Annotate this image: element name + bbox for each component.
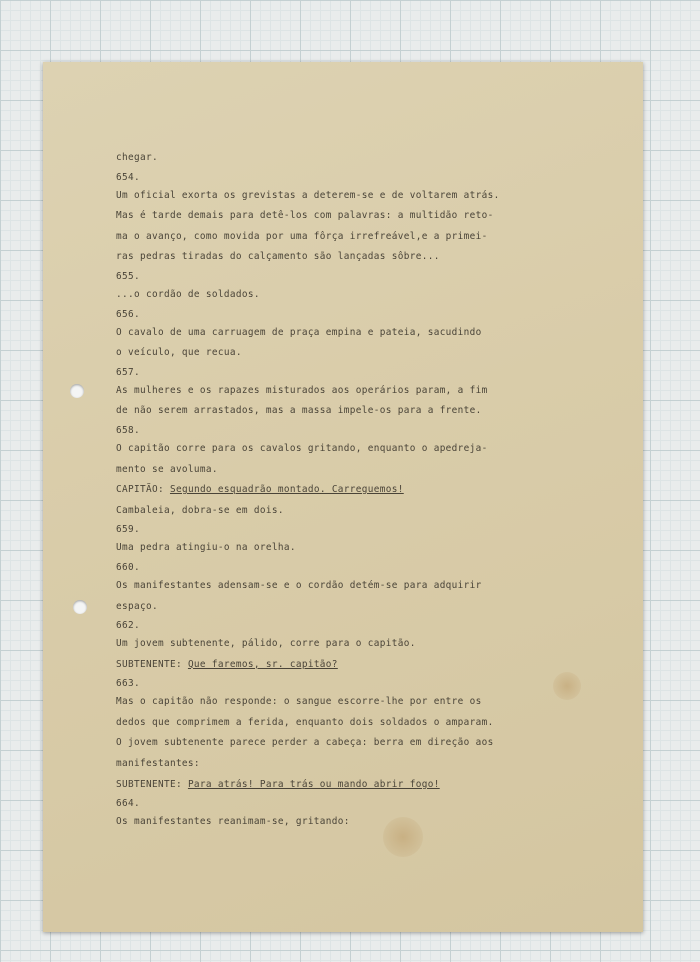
text-line: O cavalo de uma carruagem de praça empina e pateia, sacudindo	[116, 326, 482, 338]
dialogue-line	[116, 775, 536, 796]
text-line: Os manifestantes reanimam-se, gritando:	[116, 816, 350, 828]
text-line: Um jovem subtenente, pálido, corre para o capitão.	[116, 638, 416, 650]
text-line: ma o avanço, como movida por uma fôrça irrefreável,e a primei-	[116, 230, 488, 242]
text-line: espaço.	[116, 600, 158, 612]
text-line: dedos que comprimem a ferida, enquanto dois soldados o amparam.	[116, 716, 494, 728]
text-line: mento se avoluma.	[116, 463, 218, 475]
speaker-label: SUBTENENTE:	[116, 658, 182, 670]
text-line: Um oficial exorta os grevistas a deterem-se e de voltarem atrás.	[116, 189, 500, 201]
scene-number: 658.	[116, 424, 140, 436]
text-line: Mas é tarde demais para detê-los com palavras: a multidão reto-	[116, 210, 494, 222]
text-line: Os manifestantes adensam-se e o cordão detém-se para adquirir	[116, 579, 482, 591]
text-line: de não serem arrastados, mas a massa impele-os para a frente.	[116, 405, 482, 417]
dialogue-text: Que faremos, sr. capitão?	[187, 658, 338, 670]
paper-stain	[553, 672, 581, 700]
text-line: o veículo, que recua.	[116, 347, 242, 359]
text-line: chegar.	[116, 152, 158, 163]
dialogue-text: Para atrás! Para trás ou mando abrir fogo!	[187, 778, 440, 790]
text-line: ...o cordão de soldados.	[116, 288, 260, 300]
scene-number: 659.	[116, 524, 140, 536]
document-body	[116, 148, 536, 833]
text-line: Cambaleia, dobra-se em dois.	[116, 504, 284, 516]
scene-number: 654.	[116, 171, 140, 183]
dialogue-text: Segundo esquadrão montado. Carreguemos!	[169, 484, 404, 496]
dialogue-line	[116, 480, 536, 501]
punch-hole-top	[70, 384, 84, 398]
dialogue-line	[116, 655, 536, 676]
text-line: manifestantes:	[116, 758, 200, 770]
text-line: Mas o capitão não responde: o sangue escorre-lhe por entre os	[116, 696, 482, 708]
speaker-label: CAPITÃO:	[116, 484, 164, 496]
text-line: O capitão corre para os cavalos gritando, enquanto o apedreja-	[116, 442, 488, 454]
scene-number: 663.	[116, 678, 140, 690]
text-line: Uma pedra atingiu-o na orelha.	[116, 542, 296, 554]
scene-number: 664.	[116, 798, 140, 810]
scene-number: 660.	[116, 561, 140, 573]
text-line: ras pedras tiradas do calçamento são lançadas sôbre...	[116, 251, 440, 263]
text-line: As mulheres e os rapazes misturados aos operários param, a fim	[116, 384, 488, 396]
speaker-label: SUBTENENTE:	[116, 778, 182, 790]
scene-number: 656.	[116, 308, 140, 320]
text-line: O jovem subtenente parece perder a cabeça: berra em direção aos	[116, 737, 494, 749]
scene-number: 657.	[116, 366, 140, 378]
scene-number: 662.	[116, 620, 140, 632]
scene-number: 655.	[116, 270, 140, 282]
punch-hole-bottom	[73, 600, 87, 614]
